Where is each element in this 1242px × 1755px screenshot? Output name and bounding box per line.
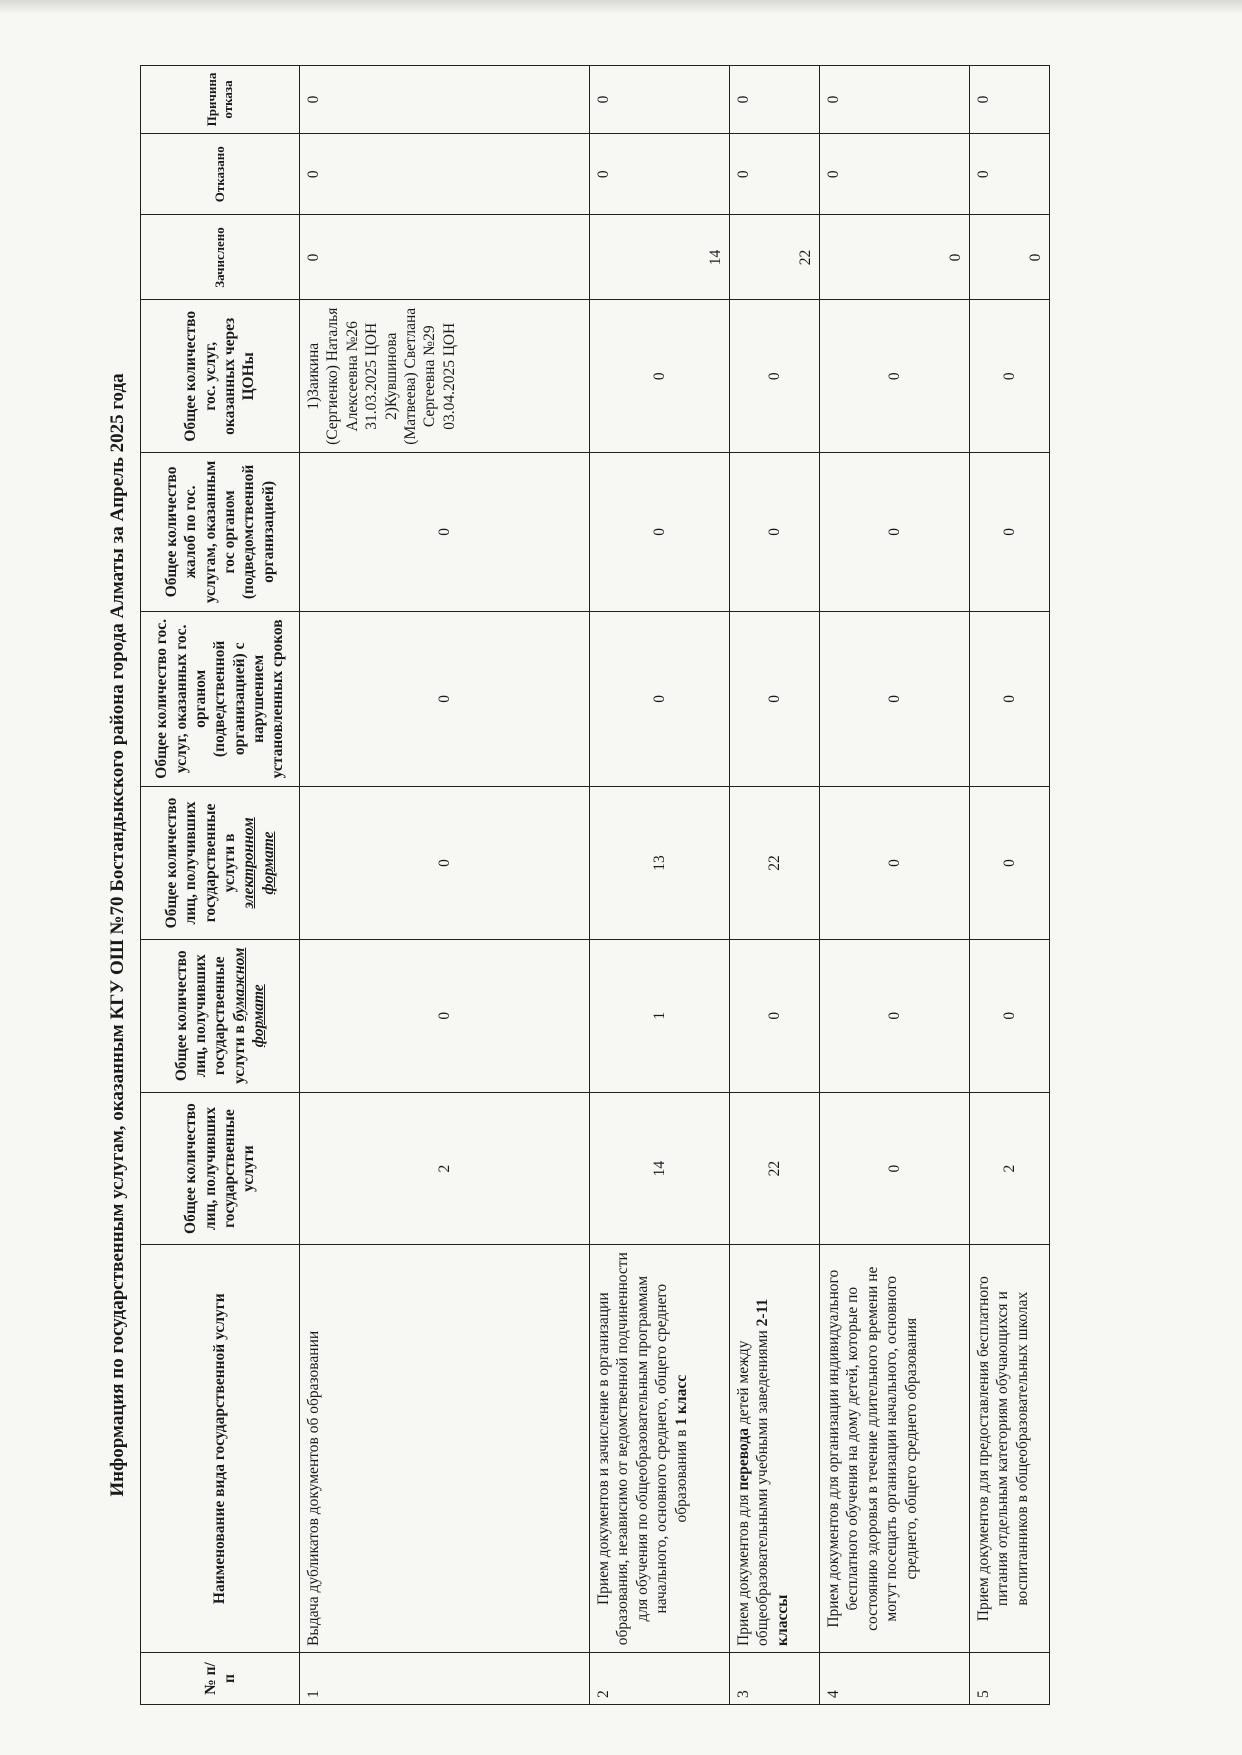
table-row xyxy=(730,66,820,1705)
row-num: 1 xyxy=(300,1652,590,1704)
row-electronic: 0 xyxy=(820,787,970,940)
row-refused: 0 xyxy=(820,134,970,215)
row-complaints: 0 xyxy=(590,453,730,611)
header-reason: Причина отказа xyxy=(141,66,300,134)
row-name-bold: 1 класс xyxy=(672,1374,690,1426)
row-con: 0 xyxy=(730,300,820,453)
row-electronic: 22 xyxy=(730,787,820,940)
row-enrolled: 0 xyxy=(300,215,590,300)
row-enrolled: 0 xyxy=(970,215,1050,300)
row-reason: 0 xyxy=(730,66,820,134)
row-complaints: 0 xyxy=(300,453,590,611)
header-con: Общее количество гос. услуг, оказанных через ЦОНы xyxy=(141,300,300,453)
row-num: 4 xyxy=(820,1652,970,1704)
row-violations: 0 xyxy=(590,611,730,786)
row-reason: 0 xyxy=(820,66,970,134)
row-complaints: 0 xyxy=(730,453,820,611)
row-electronic: 0 xyxy=(300,787,590,940)
row-reason: 0 xyxy=(970,66,1050,134)
header-paper-format: бумажном формате xyxy=(230,947,268,1048)
row-reason: 0 xyxy=(300,66,590,134)
row-num: 2 xyxy=(590,1652,730,1704)
row-complaints: 0 xyxy=(820,453,970,611)
row-refused: 0 xyxy=(300,134,590,215)
document-title: Информация по государственным услугам, оказанным КГУ ОШ №70 Бостандыкского района города Алматы за Апрель 2025 года xyxy=(107,373,128,1497)
row-refused: 0 xyxy=(970,134,1050,215)
header-electronic xyxy=(141,787,300,940)
row-con: 0 xyxy=(970,300,1050,453)
row-num: 5 xyxy=(970,1652,1050,1704)
header-refused: Отказано xyxy=(141,134,300,215)
services-table xyxy=(140,65,1050,1705)
row-paper: 1 xyxy=(590,939,730,1092)
header-total: Общее количество лиц, получивших государственные услуги xyxy=(141,1092,300,1245)
header-paper xyxy=(141,939,300,1092)
row-violations: 0 xyxy=(730,611,820,786)
row-violations: 0 xyxy=(970,611,1050,786)
row-paper: 0 xyxy=(730,939,820,1092)
header-electronic-format: электронном формате xyxy=(240,817,277,909)
table-row xyxy=(300,66,590,1705)
table-row xyxy=(970,66,1050,1705)
header-num: № п/п xyxy=(141,1652,300,1704)
row-name-bold-2: 2-11 классы xyxy=(754,1298,791,1646)
row-complaints: 0 xyxy=(970,453,1050,611)
row-electronic: 13 xyxy=(590,787,730,940)
row-con: 1)Заикина (Сергиенко) Наталья Алексеевна №26 31.03.2025 ЦОН 2)Кувшинова (Матвеева) Светлана Сергеевна №29 03.04.2025 ЦОН xyxy=(300,300,590,453)
row-paper: 0 xyxy=(970,939,1050,1092)
table-row xyxy=(820,66,970,1705)
row-enrolled: 0 xyxy=(820,215,970,300)
row-name xyxy=(730,1245,820,1652)
header-row xyxy=(141,66,300,1705)
row-total: 2 xyxy=(970,1092,1050,1245)
header-paper-text: Общее количество лиц, получивших государственные услуги в xyxy=(172,950,248,1084)
header-enrolled: Зачислено xyxy=(141,215,300,300)
table-row xyxy=(590,66,730,1705)
row-refused: 0 xyxy=(730,134,820,215)
row-name: Прием документов для предоставления бесплатного питания отдельным категориям обучающихся и воспитанников в общеобразовательных школах xyxy=(970,1245,1050,1652)
row-paper: 0 xyxy=(300,939,590,1092)
row-enrolled: 22 xyxy=(730,215,820,300)
row-enrolled: 14 xyxy=(590,215,730,300)
row-name: Прием документов для организации индивидуального бесплатного обучения на дому детей, которые по состоянию здоровья в течение длительного времени не могут посещать организации начального, основного среднего, общего среднего образования xyxy=(820,1245,970,1652)
row-num: 3 xyxy=(730,1652,820,1704)
row-total: 0 xyxy=(820,1092,970,1245)
header-violations: Общее количество гос. услуг, оказанных гос. органом (подведственной организацией) с нарушением установленных сроков xyxy=(141,611,300,786)
row-refused: 0 xyxy=(590,134,730,215)
row-con: 0 xyxy=(820,300,970,453)
row-total: 14 xyxy=(590,1092,730,1245)
row-name: Выдача дубликатов документов об образовании xyxy=(300,1245,590,1652)
row-electronic: 0 xyxy=(970,787,1050,940)
row-name-text-2: детей между общеобразовательными учебными заведениями xyxy=(735,1330,772,1646)
header-name: Наименование вида государственной услуги xyxy=(141,1245,300,1652)
row-name xyxy=(590,1245,730,1652)
row-name-bold: перевода xyxy=(735,1428,752,1491)
row-paper: 0 xyxy=(820,939,970,1092)
row-name-text: Прием документов и зачисление в организации образования, независимо от ведомственной подчиненности для обучения по общеобразовательным программам начального, основного среднего, общего среднего образования в xyxy=(595,1252,690,1646)
row-total: 22 xyxy=(730,1092,820,1245)
row-reason: 0 xyxy=(590,66,730,134)
row-violations: 0 xyxy=(300,611,590,786)
row-total: 2 xyxy=(300,1092,590,1245)
header-electronic-text: Общее количество лиц, получивших государственные услуги в xyxy=(162,797,238,929)
header-complaints: Общее количество жалоб по гос. услугам, оказанным гос органом (подведомственной организацией) xyxy=(141,453,300,611)
row-violations: 0 xyxy=(820,611,970,786)
row-name-text: Прием документов для xyxy=(735,1494,752,1646)
row-con: 0 xyxy=(590,300,730,453)
